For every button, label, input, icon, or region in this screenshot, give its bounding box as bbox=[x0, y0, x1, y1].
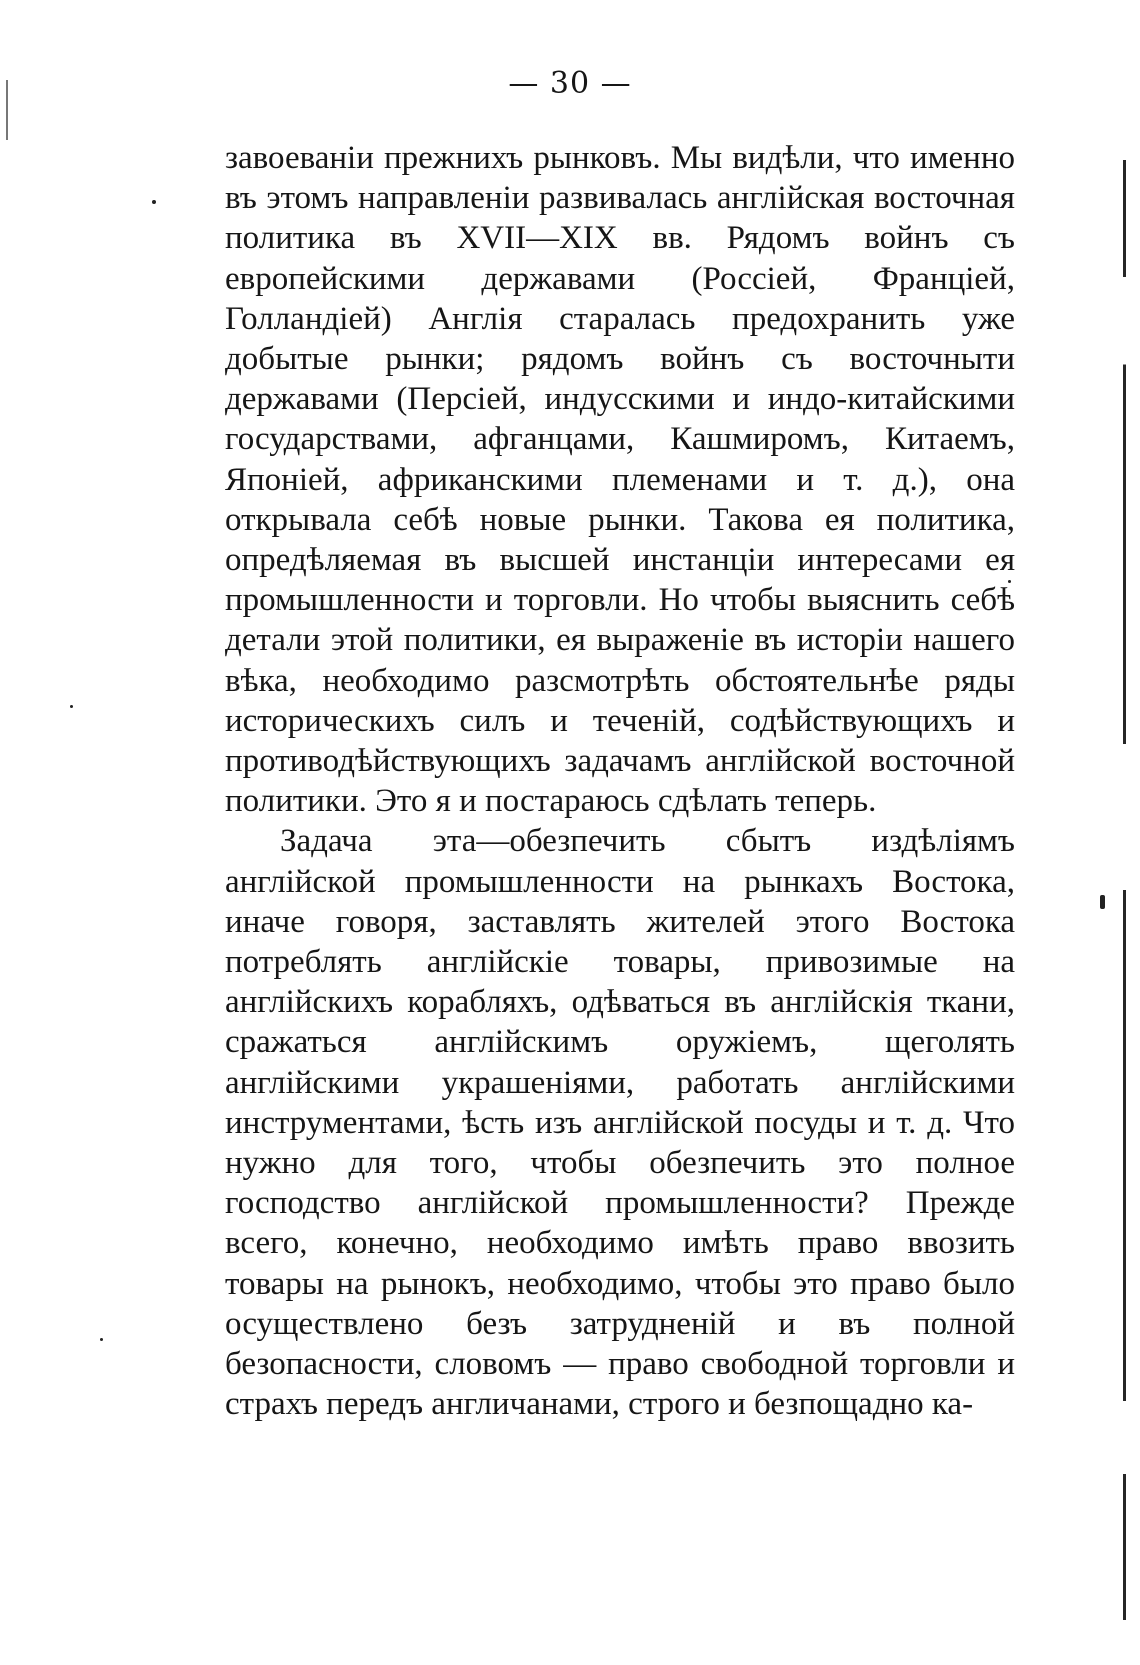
paragraph-1: завоеванiи прежнихъ рынковъ. Мы видѣли, что именно въ этомъ направленiи развивалась англiйская восточная политика въ XVII—XIX вв. Рядомъ войнъ съ европейскими державами (Россiей, Францiей, Голландiей) Англiя старалась предохранить уже добытые рынки; рядомъ войнъ съ восточныти державами (Персiей, индусскими и индо-китайскими государствами, афганцами, Кашмиромъ, Китаемъ, Японiей, африканскими племенами и т. д.), она открывала себѣ новые рынки. Такова ея политика, опредѣляемая въ высшей инстанцiи интересами ея промышленности и торговли. Но чтобы выяснить себѣ детали этой политики, ея выраженiе въ исторiи нашего вѣка, необходимо разсмотрѣть обстоятельнѣе ряды историческихъ силъ и теченiй, содѣйствующихъ и противодѣйствующихъ задачамъ англiйской восточной политики. Это я и постараюсь сдѣлать теперь. bbox=[225, 140, 1015, 820]
scan-speck bbox=[70, 705, 73, 708]
paragraph-2: Задача эта—обезпечить сбытъ издѣлiямъ англiйской промышленности на рынкахъ Востока, иначе говоря, заставлять жителей этого Востока потреблять англiйскiе товары, привозимые на англiйскихъ корабляхъ, одѣваться въ англiйскiя ткани, сражаться англiйскимъ оружiемъ, щеголять англiйскими украшенiями, работать англiйскими инструментами, ѣсть изъ англiйской посуды и т. д. Что нужно для того, чтобы обезпечить это полное господство англiйской промышленности? Прежде всего, конечно, необходимо имѣть право ввозить товары на рынокъ, необходимо, чтобы это право было осуществлено безъ затрудненiй и въ полной безопасности, словомъ — право свободной торговли и страхъ передъ англичанами, строго и безпощадно ка- bbox=[225, 823, 1015, 1423]
body-text bbox=[225, 138, 1015, 1425]
page-number: — 30 — bbox=[508, 66, 632, 101]
scan-speck bbox=[152, 200, 156, 204]
scan-speck bbox=[1100, 895, 1105, 909]
scan-edge-right bbox=[1123, 160, 1126, 1620]
scan-speck bbox=[100, 1338, 103, 1341]
